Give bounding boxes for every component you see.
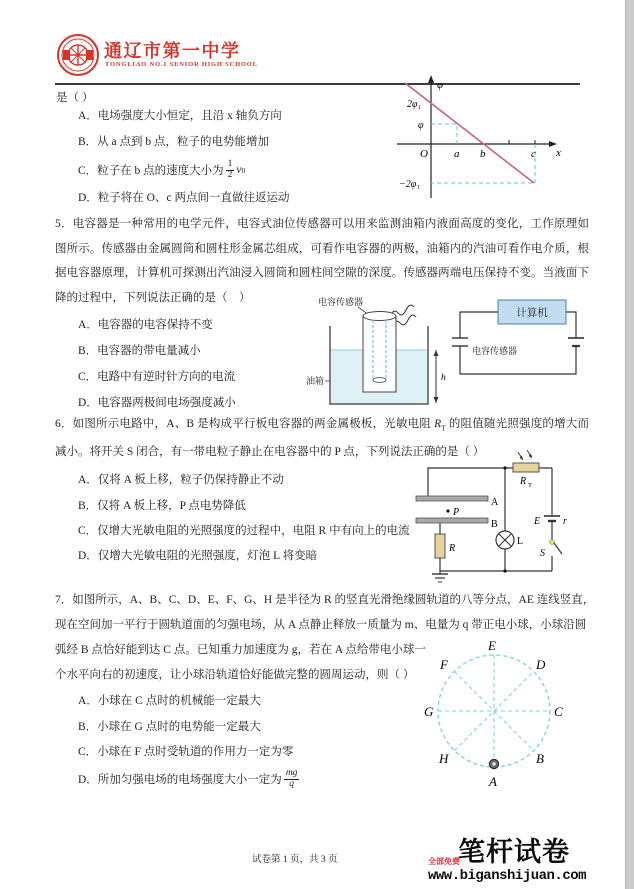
school-logo-icon — [56, 33, 100, 77]
resistor-r-label: R — [449, 543, 456, 554]
q7-option-c: C．小球在 F 点时受轨道的作用力一定为零 — [78, 746, 294, 758]
circle-point-b: B — [536, 751, 544, 766]
lamp-l-label: L — [517, 536, 524, 547]
q5-oil-tank-figure — [306, 292, 458, 412]
circle-point-g: G — [424, 704, 434, 719]
q7-option-b: B．小球在 G 点时的电势能一定最大 — [78, 721, 261, 733]
graph-ytick-top: 2φ₁ — [407, 99, 422, 110]
q6-option-a: A．仅将 A 板上移，粒子仍保持静止不动 — [78, 474, 284, 486]
q7-option-d-fraction: $\frac{mg}{q}$ — [285, 767, 298, 789]
circle-point-f: F — [440, 657, 448, 672]
plate-a-label: A — [491, 497, 499, 508]
q4-option-c-text: C．粒子在 b 点的速度大小为 — [78, 165, 224, 177]
q4-potential-graph — [393, 74, 579, 206]
q5-stem: 5．电容器是一种常用的电学元件，电容式油位传感器可以用来监测油箱内液面高度的变化，工作原理如图所示。传感器由金属圆筒和圆柱形金属芯组成，可看作电容器的两极，油箱内的汽油可看作电介质，根据电容器原理，计算机可探测出汽油浸入圆筒和圆柱间空隙的深度。传感器两端电压保持不变。当液面下降的过程中，下列说法正确的是（ ） — [55, 218, 589, 304]
watermark — [426, 832, 626, 886]
circle-point-d: D — [536, 657, 546, 672]
plate-b-label: B — [491, 519, 498, 530]
internal-r-label: r — [563, 516, 567, 527]
circle-point-e: E — [488, 638, 496, 653]
q5-option-d: D．电容器两极间电场强度减小 — [78, 397, 236, 409]
q7-option-a: A．小球在 C 点时的机械能一定最大 — [78, 695, 261, 707]
graph-ytick-mid: φ — [418, 120, 424, 131]
q4-option-c: C．粒子在 b 点的速度大小为 $\frac{1}{2}$ v 0 — [78, 158, 246, 180]
q5-option-c: C．电路中有逆时针方向的电流 — [78, 371, 236, 383]
circle-point-a: A — [489, 774, 497, 789]
oil-tank-label: 油箱 — [306, 376, 325, 386]
q6-stem: 6．如图所示电路中，A、B 是构成平行板电容器的两金属极板，光敏电阻 $R_T$ 的阻值随光照强度的增大而减小。将开关 S 闭合，有一带电粒子静止在电容器中的 P 点，下列说法正确的是（ ） — [55, 418, 589, 459]
q7-circle-figure — [424, 636, 586, 814]
switch-s-label: S — [540, 548, 545, 559]
q5-option-a: A．电容器的电容保持不变 — [78, 319, 213, 331]
photoresistor-rt-sub: T — [528, 482, 532, 489]
emf-e-label: E — [534, 516, 541, 527]
circle-point-h: H — [439, 751, 449, 766]
q7-stem-line3: 弧经 B 点恰好能到达 C 点。已知重力加速度为 g，若在 A 点给带电小球一 — [55, 644, 426, 656]
q4-option-d: D．粒子将在 O、c 两点间一直做往返运动 — [78, 192, 290, 204]
graph-xtick-b: b — [480, 148, 486, 160]
circuit-sensor-label: 电容传感器 — [472, 346, 518, 356]
q7-stem-line2: 现在空间加一平行于圆轨道面的匀强电场，从 A 点静止释放一质量为 m、电量为 q 带正电小球，小球沿圆 — [55, 619, 587, 631]
photoresistor-rt-label: R — [520, 476, 527, 487]
page-number-info: 试卷第 1 页，共 3 页 — [252, 855, 338, 865]
oil-height-label: h — [441, 373, 446, 383]
q6-option-d: D．仅增大光敏电阻的光照强度，灯泡 L 将变暗 — [78, 550, 318, 562]
q7-option-d — [78, 766, 301, 792]
graph-xtick-c: c — [531, 148, 536, 160]
watermark-free-badge: 全部免费 — [428, 857, 460, 866]
school-name: 通辽市第一中学 — [104, 41, 241, 61]
circle-point-c: C — [554, 704, 563, 719]
q7-stem-line4: 个水平向右的初速度，让小球沿轨道恰好能做完整的圆周运动，则（ ） — [55, 669, 415, 681]
graph-xtick-a: a — [454, 148, 460, 160]
q6-rt-symbol: R — [434, 418, 442, 430]
q5-option-b: B．电容器的带电量减小 — [78, 345, 201, 357]
q4-option-c-fraction: $\frac{1}{2}$ — [227, 158, 233, 180]
q4-stem: 是（ ） — [56, 92, 94, 104]
watermark-url: www.biganshijuan.com — [428, 868, 587, 884]
watermark-title: 笔杆试卷 — [458, 837, 570, 867]
q6-option-b: B．仅将 A 板上移，P 点电势降低 — [78, 500, 246, 512]
q7-stem-line1: 7．如图所示，A、B、C、D、E、F、G、H 是半径为 R 的竖直光滑绝缘圆轨道的八等分点，AE 连线竖直， — [55, 594, 595, 606]
graph-y-axis-label: φ — [437, 79, 444, 91]
q6-option-c: C．仅增大光敏电阻的光照强度的过程中，电阻 R 中有向上的电流 — [78, 525, 410, 537]
scrollbar-track[interactable] — [625, 0, 634, 889]
graph-origin-label: O — [420, 148, 428, 160]
q4-option-c-variable: v — [236, 164, 242, 176]
graph-ytick-bottom: −2φ₁ — [399, 179, 420, 190]
graph-line — [405, 83, 534, 183]
graph-x-axis-label: x — [556, 147, 561, 159]
school-name-en: TONGLIAO NO.1 SENIOR HIGH SCHOOL — [105, 61, 258, 68]
q4-option-b: B．从 a 点到 b 点，粒子的电势能增加 — [78, 136, 270, 148]
q4-option-a: A．电场强度大小恒定，且沿 x 轴负方向 — [78, 110, 282, 122]
oil-sensor-label: 电容传感器 — [318, 297, 364, 307]
q5-computer-circuit-figure — [452, 294, 584, 398]
q6-circuit-figure — [410, 450, 570, 590]
q7-option-d-text: D．所加匀强电场的电场强度大小一定为 — [78, 774, 282, 786]
computer-box-label: 计算机 — [516, 308, 548, 319]
point-p-label: P — [453, 507, 460, 518]
